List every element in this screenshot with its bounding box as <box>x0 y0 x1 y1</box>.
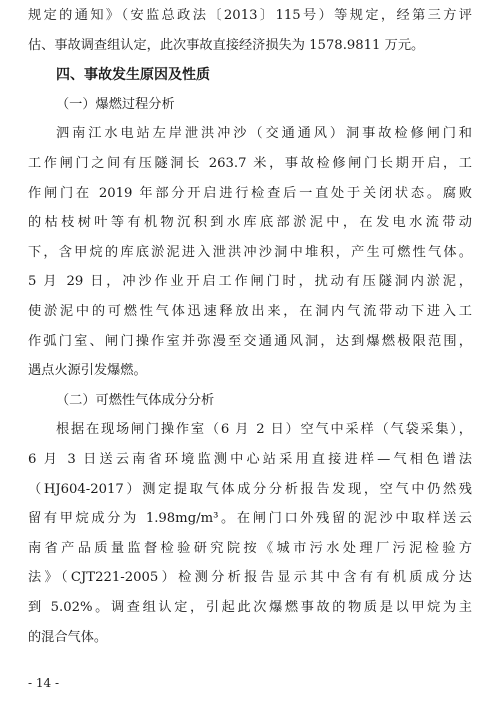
paragraph-line: 下，含甲烷的库底淤泥进入泄洪冲沙洞中堆积，产生可燃性气体。 <box>28 244 472 260</box>
paragraph-line: 泗南江水电站左岸泄洪冲沙（交通通风）洞事故检修闸门和 <box>56 126 472 142</box>
paragraph-line: 遇点火源引发爆燃。 <box>28 363 147 379</box>
paragraph-line: 到 5.02%。调查组认定，引起此次爆燃事故的物质是以甲烷为主 <box>28 600 472 615</box>
subsection-title: （二）可燃性气体成分分析 <box>56 392 215 408</box>
paragraph-line: 估、事故调查组认定，此次事故直接经济损失为 1578.9811 万元。 <box>28 37 425 53</box>
page-number: - 14 - <box>28 676 60 690</box>
section-heading: 四、事故发生原因及性质 <box>56 67 210 84</box>
paragraph-line: 5 月 29 日，冲沙作业开启工作闸门时，扰动有压隧洞内淤泥， <box>28 274 472 290</box>
paragraph-line: 的枯枝树叶等有机物沉积到水库底部淤泥中，在发电水流带动 <box>28 215 472 231</box>
paragraph-line: 的混合气体。 <box>28 629 108 645</box>
paragraph-line: 根据在现场闸门操作室（6 月 2 日）空气中采样（气袋采集）， <box>56 422 472 438</box>
subsection-title: （一）爆燃过程分析 <box>56 96 175 112</box>
paragraph-line: （HJ604-2017）测定提取气体成分分析报告发现，空气中仍然残 <box>28 481 472 497</box>
paragraph-line: 南省产品质量监督检验研究院按《城市污水处理厂污泥检验方 <box>28 540 472 556</box>
paragraph-line: 法》（CJT221-2005）检测分析报告显示其中含有有机质成分达 <box>28 570 472 586</box>
paragraph-line: 作闸门在 2019 年部分开启进行检查后一直处于关闭状态。腐败 <box>28 185 472 201</box>
paragraph-line: 工作闸门之间有压隧洞长 263.7 米，事故检修闸门长期开启，工 <box>28 156 472 171</box>
paragraph-line: 使淤泥中的可燃性气体迅速释放出来，在洞内气流带动下进入工 <box>28 304 472 319</box>
paragraph-line: 6 月 3 日送云南省环境监测中心站采用直接进样—气相色谱法 <box>28 452 472 467</box>
paragraph-line: 留有甲烷成分为 1.98mg/m³。在闸门口外残留的泥沙中取样送云 <box>28 511 472 527</box>
paragraph-line: 作弧门室、闸门操作室并弥漫至交通通风洞，达到爆燃极限范围， <box>28 333 472 349</box>
paragraph-line: 规定的通知》（安监总政法〔2013〕115号）等规定，经第三方评 <box>28 8 472 23</box>
